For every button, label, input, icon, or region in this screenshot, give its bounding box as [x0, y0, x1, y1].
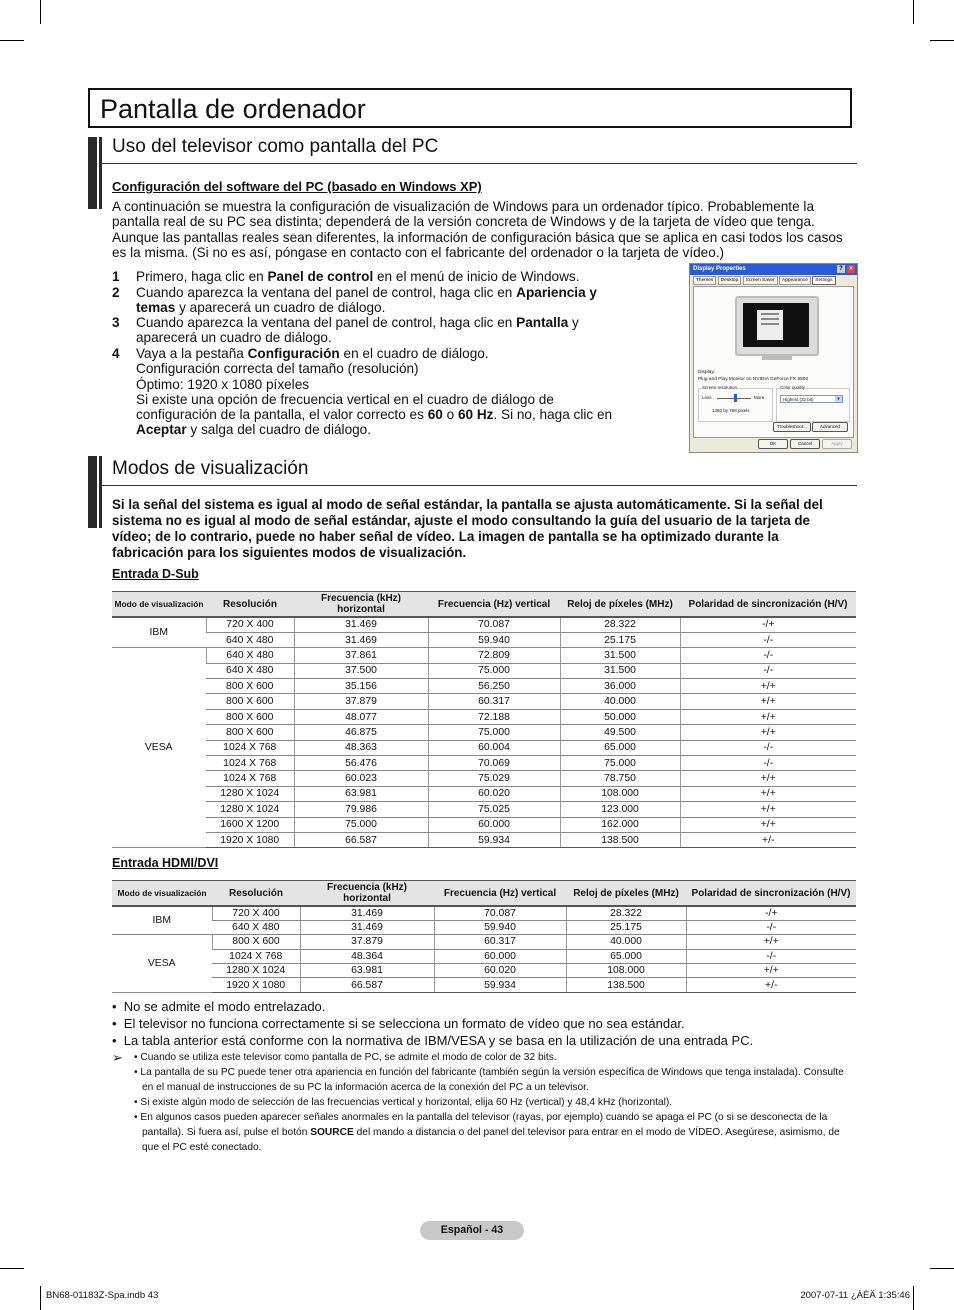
step-number: 3 — [112, 315, 120, 330]
table-cell: 75.000 — [428, 663, 560, 678]
table-cell: +/+ — [680, 694, 856, 709]
display-properties-screenshot — [689, 263, 858, 453]
col-header: Frecuencia (kHz) horizontal — [294, 592, 428, 618]
table-cell: 70.087 — [428, 617, 560, 632]
section-bar — [88, 137, 102, 209]
color-group — [776, 388, 850, 422]
bullet-item: • El televisor no funciona correctamente si se selecciona un formato de vídeo que no sea estándar. — [112, 1016, 685, 1031]
table-row — [112, 725, 856, 740]
monitor-image — [735, 296, 819, 356]
intro-paragraph: A continuación se muestra la configuración de visualización de Windows para un ordenador típico. Probablemente la pantalla real de su PC sea distinta; dependerá de la versión concreta de Windows y de la tarjeta de vídeo que tenga. Aunque las pantallas reales sean diferentes, la información de configuración básica que se aplica en casi todos los casos es la misma. (Si no es así, póngase en contacto con el fabricante del ordenador o la tarjeta de vídeo.) — [112, 199, 843, 260]
table-cell: +/+ — [686, 935, 856, 949]
table-cell: 31.469 — [294, 632, 428, 647]
step-3: 3 Cuando aparezca la ventana del panel de control, haga clic en Pantalla y aparecerá un cuadro de diálogo. — [112, 315, 579, 346]
table-cell: 37.500 — [294, 663, 428, 678]
dsub-table — [112, 591, 856, 848]
table-cell: 75.000 — [560, 756, 680, 771]
note-item: • En algunos casos pueden aparecer señales anormales en la pantalla del televisor (rayas, por ejemplo) cuando se apaga el PC (o si se desconecta de la pantalla). Si fuera así, pulse el botón SOURCE del mando a distancia o del panel del televisor para entrar en el modo de VÍDEO. Asegúrese, asimismo, de que el PC esté conectado. — [134, 1112, 840, 1153]
table-cell: +/+ — [680, 725, 856, 740]
table-row — [112, 935, 856, 949]
step-number: 2 — [112, 285, 120, 300]
table-cell: -/+ — [680, 617, 856, 632]
help-icon[interactable]: ? — [837, 265, 845, 273]
cancel-button[interactable]: Cancel — [790, 439, 820, 449]
table-row — [112, 617, 856, 632]
table-cell: 40.000 — [560, 694, 680, 709]
table-cell: 75.029 — [428, 771, 560, 786]
table-cell: 60.020 — [434, 964, 566, 978]
table-cell: 75.025 — [428, 802, 560, 817]
table-cell: 162.000 — [560, 817, 680, 832]
table-cell: 72.809 — [428, 648, 560, 663]
table-row — [112, 906, 856, 920]
table-cell: 800 X 600 — [206, 709, 294, 724]
table-cell: 48.363 — [294, 740, 428, 755]
crop-mark — [913, 1286, 914, 1310]
table-row — [112, 648, 856, 663]
table-cell: 1024 X 768 — [206, 771, 294, 786]
apply-button[interactable]: Apply — [822, 439, 852, 449]
hdmi-label: Entrada HDMI/DVI — [112, 856, 219, 870]
table-row — [112, 679, 856, 694]
table-cell: 48.077 — [294, 709, 428, 724]
table-row — [112, 632, 856, 647]
tab-settings[interactable]: Settings — [812, 276, 835, 285]
table-cell: +/- — [680, 832, 856, 847]
resolution-label: Screen resolution — [702, 385, 738, 390]
table-cell: -/- — [680, 756, 856, 771]
table-cell: -/+ — [686, 906, 856, 920]
crop-mark — [913, 0, 914, 24]
table-cell: 36.000 — [560, 679, 680, 694]
resolution-value: 1360 by 768 pixels — [712, 408, 750, 413]
table-cell: -/- — [680, 740, 856, 755]
subsection-title: Configuración del software del PC (basado en Windows XP) — [112, 179, 482, 194]
note-arrow-icon: ➢ — [112, 1050, 123, 1065]
table-cell: 28.322 — [566, 906, 686, 920]
table-cell: 59.934 — [434, 978, 566, 992]
table-cell: -/- — [680, 648, 856, 663]
table-cell: 75.000 — [294, 817, 428, 832]
table-cell: 31.500 — [560, 648, 680, 663]
section-bar — [88, 456, 102, 528]
table-cell: 72.188 — [428, 709, 560, 724]
tab-themes[interactable]: Themes — [693, 276, 716, 285]
dsub-label: Entrada D-Sub — [112, 567, 199, 581]
table-cell: 108.000 — [566, 964, 686, 978]
table-cell: 63.981 — [300, 964, 434, 978]
step-2: 2 Cuando aparezca la ventana del panel de control, haga clic en Apariencia y temas y aparecerá un cuadro de diálogo. — [112, 285, 597, 316]
col-header: Modo de visualización — [112, 881, 212, 907]
table-row — [112, 786, 856, 801]
notes-block — [134, 1050, 844, 1155]
table-cell: 31.469 — [300, 906, 434, 920]
table-cell: -/- — [680, 632, 856, 647]
table-cell: 63.981 — [294, 786, 428, 801]
table-row — [112, 832, 856, 847]
table-cell: 1600 X 1200 — [206, 817, 294, 832]
table-cell: 40.000 — [566, 935, 686, 949]
col-header: Resolución — [212, 881, 300, 907]
table-cell: 123.000 — [560, 802, 680, 817]
table-cell: 1280 X 1024 — [212, 964, 300, 978]
table-cell: 37.861 — [294, 648, 428, 663]
step-number: 1 — [112, 269, 120, 284]
troubleshoot-button[interactable]: Troubleshoot... — [773, 422, 811, 432]
table-row — [112, 740, 856, 755]
table-cell: 800 X 600 — [206, 725, 294, 740]
print-date: 2007-07-11 ¿ÀÈÄ 1:35:46 — [800, 1290, 910, 1301]
table-cell: 59.940 — [428, 632, 560, 647]
note-item: • La pantalla de su PC puede tener otra apariencia en función del fabricante (también según la versión específica de Windows que tenga instalada). Consulte en el manual de instrucciones de su PC la información acerca de la conexión del PC a un televisor. — [134, 1067, 844, 1093]
table-cell: 50.000 — [560, 709, 680, 724]
table-cell: 60.023 — [294, 771, 428, 786]
step-number: 4 — [112, 346, 120, 361]
table-cell: 48.364 — [300, 949, 434, 963]
table-cell: -/- — [680, 663, 856, 678]
table-cell: 1920 X 1080 — [212, 978, 300, 992]
step-4: 4 Vaya a la pestaña Configuración en el cuadro de diálogo. Configuración correcta del tamaño (resolución) Óptimo: 1920 x 1080 píxeles Si existe una opción de frecuencia vertical en el cuadro de diálogo de configuración de la pantalla, el valor correcto es 60 o 60 Hz. Si no, haga clic en Aceptar y salga del cuadro de diálogo. — [112, 346, 613, 438]
table-cell: 25.175 — [566, 920, 686, 934]
table-cell: 800 X 600 — [206, 679, 294, 694]
display-label: Display: — [698, 370, 716, 375]
table-cell: 1024 X 768 — [206, 740, 294, 755]
advanced-button[interactable]: Advanced — [812, 422, 848, 432]
table-cell: 60.317 — [428, 694, 560, 709]
table-cell: 640 X 480 — [206, 663, 294, 678]
resolution-slider-thumb[interactable] — [734, 394, 737, 402]
table-row — [112, 920, 856, 934]
table-cell: 65.000 — [566, 949, 686, 963]
table-cell: 59.934 — [428, 832, 560, 847]
crop-mark — [40, 1286, 41, 1310]
chevron-down-icon: ▼ — [836, 396, 841, 401]
bullet-item: • La tabla anterior está conforme con la normativa de IBM/VESA y se basa en la utilización de una entrada PC. — [112, 1033, 754, 1048]
display-value: Plug and Play Monitor on NVIDIA GeForce FX 5500 — [698, 377, 809, 382]
table-cell: 31.500 — [560, 663, 680, 678]
page-number-badge: Español - 43 — [420, 1221, 524, 1240]
table-cell: +/+ — [680, 709, 856, 724]
table-cell: 640 X 480 — [206, 632, 294, 647]
note-item: • Si existe algún modo de selección de las frecuencias vertical y horizontal, elija 60 Hz (vertical) y 48,4 kHz (horizontal). — [134, 1097, 673, 1108]
table-cell: 66.587 — [300, 978, 434, 992]
table-row — [112, 978, 856, 992]
table-row — [112, 949, 856, 963]
color-select[interactable]: Highest (32 bit) ▼ — [780, 395, 843, 403]
tab-appearance[interactable]: Appearance — [779, 276, 811, 285]
monitor-stand — [762, 356, 792, 360]
table-cell: 800 X 600 — [212, 935, 300, 949]
table-cell: 65.000 — [560, 740, 680, 755]
section-title: Modos de visualización — [112, 458, 309, 479]
mode-cell: IBM — [112, 906, 212, 935]
tab-strip — [693, 278, 836, 283]
table-cell: 78.750 — [560, 771, 680, 786]
table-cell: 60.000 — [428, 817, 560, 832]
table-cell: 720 X 400 — [212, 906, 300, 920]
page-title: Pantalla de ordenador — [88, 88, 852, 128]
table-cell: 1024 X 768 — [212, 949, 300, 963]
table-cell: +/+ — [686, 964, 856, 978]
color-label: Color quality — [780, 385, 806, 390]
table-cell: 79.986 — [294, 802, 428, 817]
resolution-less: Less — [702, 395, 712, 400]
table-cell: 35.156 — [294, 679, 428, 694]
col-header: Reloj de píxeles (MHz) — [560, 592, 680, 618]
col-header: Polaridad de sincronización (H/V) — [686, 881, 856, 907]
table-cell: 56.476 — [294, 756, 428, 771]
table-cell: 31.469 — [294, 617, 428, 632]
table-cell: 25.175 — [560, 632, 680, 647]
table-cell: -/- — [686, 920, 856, 934]
table-row — [112, 756, 856, 771]
tab-screen-saver[interactable]: Screen Saver — [743, 276, 778, 285]
table-row — [112, 817, 856, 832]
table-cell: +/+ — [680, 817, 856, 832]
mode-cell: VESA — [112, 935, 212, 993]
table-cell: 56.250 — [428, 679, 560, 694]
table-cell: +/+ — [680, 786, 856, 801]
table-row — [112, 964, 856, 978]
table-cell: +/+ — [680, 679, 856, 694]
tab-desktop[interactable]: Desktop — [718, 276, 742, 285]
note-item: • Cuando se utiliza este televisor como pantalla de PC, se admite el modo de color de 32 bits. — [134, 1052, 557, 1063]
table-cell: 1280 X 1024 — [206, 802, 294, 817]
table-cell: +/+ — [680, 771, 856, 786]
table-cell: 49.500 — [560, 725, 680, 740]
crop-mark — [930, 40, 954, 41]
table-row — [112, 771, 856, 786]
table-cell: 1920 X 1080 — [206, 832, 294, 847]
table-row — [112, 694, 856, 709]
table-cell: 28.322 — [560, 617, 680, 632]
table-cell: 1024 X 768 — [206, 756, 294, 771]
table-cell: +/+ — [680, 802, 856, 817]
table-cell: 70.069 — [428, 756, 560, 771]
table-cell: 60.004 — [428, 740, 560, 755]
close-icon[interactable]: × — [847, 265, 855, 273]
file-info: BN68-01183Z-Spa.indb 43 — [46, 1290, 159, 1301]
table-row — [112, 802, 856, 817]
col-header: Frecuencia (Hz) vertical — [434, 881, 566, 907]
col-header: Frecuencia (Hz) vertical — [428, 592, 560, 618]
table-cell: 46.875 — [294, 725, 428, 740]
table-cell: 800 X 600 — [206, 694, 294, 709]
table-cell: 640 X 480 — [206, 648, 294, 663]
crop-mark — [0, 40, 24, 41]
crop-mark — [0, 1268, 24, 1269]
table-cell: 31.469 — [300, 920, 434, 934]
table-cell: 75.000 — [428, 725, 560, 740]
table-cell: 108.000 — [560, 786, 680, 801]
table-cell: 138.500 — [560, 832, 680, 847]
table-cell: 138.500 — [566, 978, 686, 992]
table-cell: 70.087 — [434, 906, 566, 920]
col-header: Polaridad de sincronización (H/V) — [680, 592, 856, 618]
table-cell: 640 X 480 — [212, 920, 300, 934]
bullet-item: • No se admite el modo entrelazado. — [112, 999, 326, 1014]
mode-cell: VESA — [112, 648, 206, 848]
ok-button[interactable]: OK — [758, 439, 788, 449]
table-cell: 37.879 — [300, 935, 434, 949]
table-row — [112, 663, 856, 678]
col-header: Frecuencia (kHz) horizontal — [300, 881, 434, 907]
table-cell: 1280 X 1024 — [206, 786, 294, 801]
col-header: Modo de visualización — [112, 592, 206, 618]
section-title: Uso del televisor como pantalla del PC — [112, 136, 439, 157]
hdmi-table — [112, 880, 856, 993]
table-cell: 59.940 — [434, 920, 566, 934]
table-cell: +/- — [686, 978, 856, 992]
table-cell: 60.020 — [428, 786, 560, 801]
table-cell: 37.879 — [294, 694, 428, 709]
col-header: Reloj de píxeles (MHz) — [566, 881, 686, 907]
col-header: Resolución — [206, 592, 294, 618]
window-titlebar: Display Properties ? × — [690, 264, 857, 275]
crop-mark — [930, 1268, 954, 1269]
section-rule — [100, 163, 857, 164]
section-rule — [100, 485, 857, 486]
table-cell: -/- — [686, 949, 856, 963]
table-cell: 60.317 — [434, 935, 566, 949]
table-cell: 60.000 — [434, 949, 566, 963]
modes-intro: Si la señal del sistema es igual al modo de señal estándar, la pantalla se ajusta automáticamente. Si la señal del sistema no es igual al modo de señal estándar, ajuste el modo consultando la guía del usuario de la tarjeta de vídeo; de lo contrario, puede no haber señal de vídeo. La imagen de pantalla se ha optimizado durante la fabricación para los siguientes modos de visualización. — [112, 497, 823, 560]
table-cell: 66.587 — [294, 832, 428, 847]
crop-mark — [40, 0, 41, 24]
resolution-more: More — [754, 395, 765, 400]
table-row — [112, 709, 856, 724]
table-cell: 720 X 400 — [206, 617, 294, 632]
mode-cell: IBM — [112, 617, 206, 648]
step-1: 1 Primero, haga clic en Panel de control en el menú de inicio de Windows. — [112, 269, 580, 284]
